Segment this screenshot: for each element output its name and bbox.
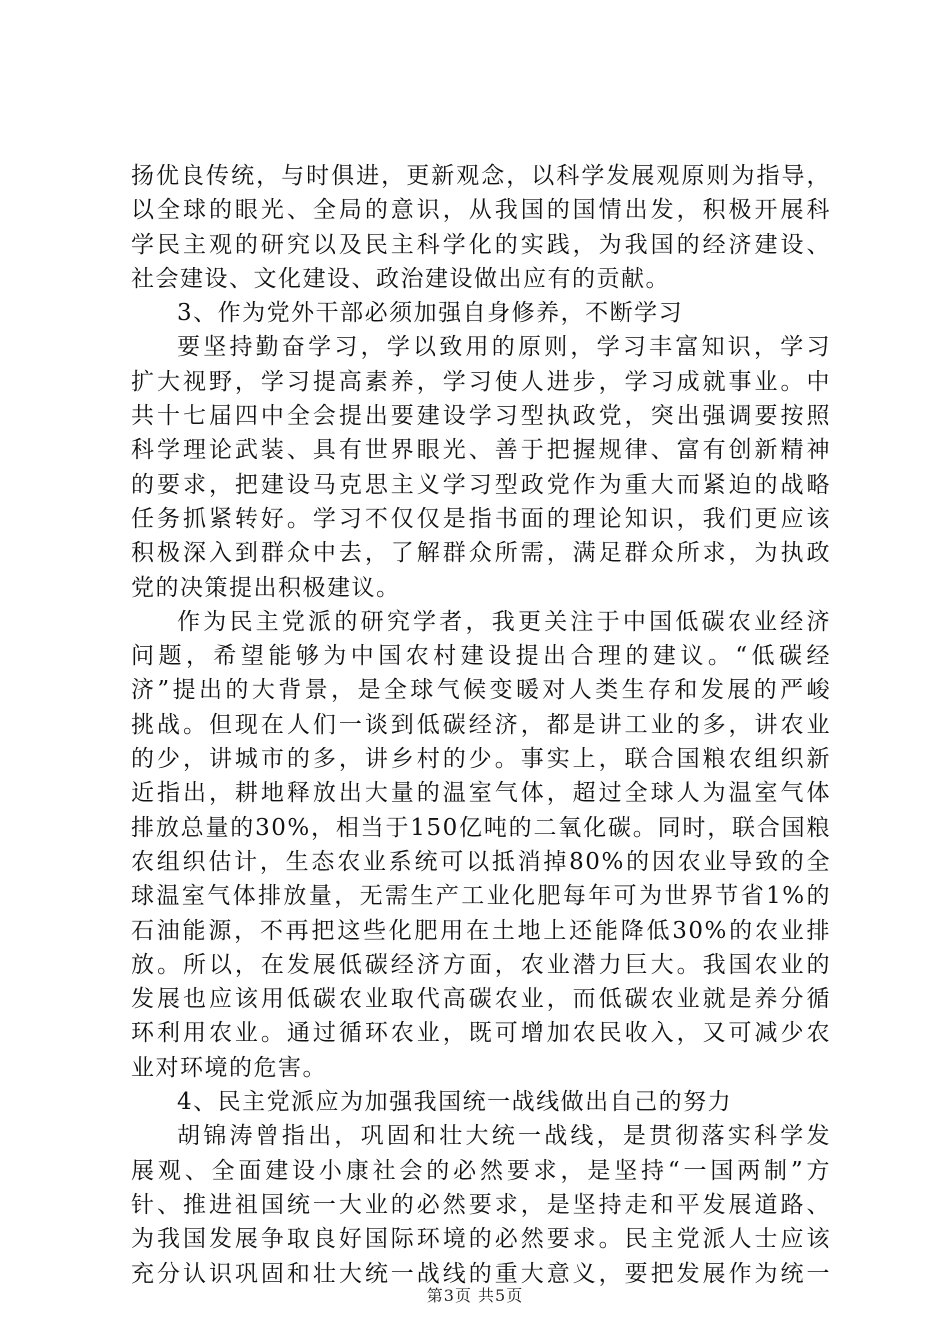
page-footer: 第3页 共5页 <box>426 1286 524 1305</box>
text-line: 的要求，把建设马克思主义学习型政党作为重大而紧迫的战略 <box>131 471 831 498</box>
text-line: 科学理论武装、具有世界眼光、善于把握规律、富有创新精神 <box>131 437 831 464</box>
text-line: 业对环境的危害。 <box>131 1054 327 1081</box>
text-line: 学民主观的研究以及民主科学化的实践，为我国的经济建设、 <box>131 231 831 258</box>
text-line: 排放总量的30%，相当于150亿吨的二氧化碳。同时，联合国粮 <box>131 814 831 841</box>
text-line: 问题，希望能够为中国农村建设提出合理的建议。“低碳经 <box>131 643 831 670</box>
text-line: 社会建设、文化建设、政治建设做出应有的贡献。 <box>131 265 670 292</box>
text-line: 展观、全面建设小康社会的必然要求，是坚持“一国两制”方 <box>131 1157 831 1184</box>
text-line: 济”提出的大背景，是全球气候变暖对人类生存和发展的严峻 <box>131 677 831 704</box>
text-line: 胡锦涛曾指出，巩固和壮大统一战线，是贯彻落实科学发 <box>177 1123 831 1150</box>
text-line: 扩大视野，学习提高素养，学习使人进步，学习成就事业。中 <box>131 368 831 395</box>
text-line: 挑战。但现在人们一谈到低碳经济，都是讲工业的多，讲农业 <box>131 711 831 738</box>
text-line: 积极深入到群众中去，了解群众所需，满足群众所求，为执政 <box>131 540 831 567</box>
text-line: 要坚持勤奋学习，学以致用的原则，学习丰富知识，学习 <box>177 334 831 361</box>
document-body <box>131 159 831 1291</box>
text-line: 发展也应该用低碳农业取代高碳农业，而低碳农业就是养分循 <box>131 986 831 1013</box>
text-line: 球温室气体排放量，无需生产工业化肥每年可为世界节省1%的 <box>131 883 831 910</box>
text-line: 农组织估计，生态农业系统可以抵消掉80%的因农业导致的全 <box>131 848 831 875</box>
text-line: 充分认识巩固和壮大统一战线的重大意义，要把发展作为统一 <box>131 1260 831 1287</box>
text-line: 扬优良传统，与时俱进，更新观念，以科学发展观原则为指导， <box>131 163 831 189</box>
text-line: 石油能源，不再把这些化肥用在土地上还能降低30%的农业排 <box>131 917 831 944</box>
text-line: 作为民主党派的研究学者，我更关注于中国低碳农业经济 <box>177 608 831 635</box>
text-line: 为我国发展争取良好国际环境的必然要求。民主党派人士应该 <box>131 1226 831 1253</box>
text-line: 3、作为党外干部必须加强自身修养，不断学习 <box>177 300 684 327</box>
text-line: 近指出，耕地释放出大量的温室气体，超过全球人为温室气体 <box>131 780 831 807</box>
text-line: 党的决策提出积极建议。 <box>131 574 401 601</box>
text-line: 以全球的眼光、全局的意识，从我国的国情出发，积极开展科 <box>131 197 831 224</box>
text-line: 任务抓紧转好。学习不仅仅是指书面的理论知识，我们更应该 <box>131 505 831 532</box>
text-line: 针、推进祖国统一大业的必然要求，是坚持走和平发展道路、 <box>131 1191 831 1218</box>
text-line: 放。所以，在发展低碳经济方面，农业潜力巨大。我国农业的 <box>131 951 831 978</box>
text-line: 4、民主党派应为加强我国统一战线做出自己的努力 <box>177 1089 733 1116</box>
text-line: 环利用农业。通过循环农业，既可增加农民收入，又可减少农 <box>131 1020 831 1047</box>
text-line: 的少，讲城市的多，讲乡村的少。事实上，联合国粮农组织新 <box>131 746 831 773</box>
text-line: 共十七届四中全会提出要建设学习型执政党，突出强调要按照 <box>131 403 831 430</box>
